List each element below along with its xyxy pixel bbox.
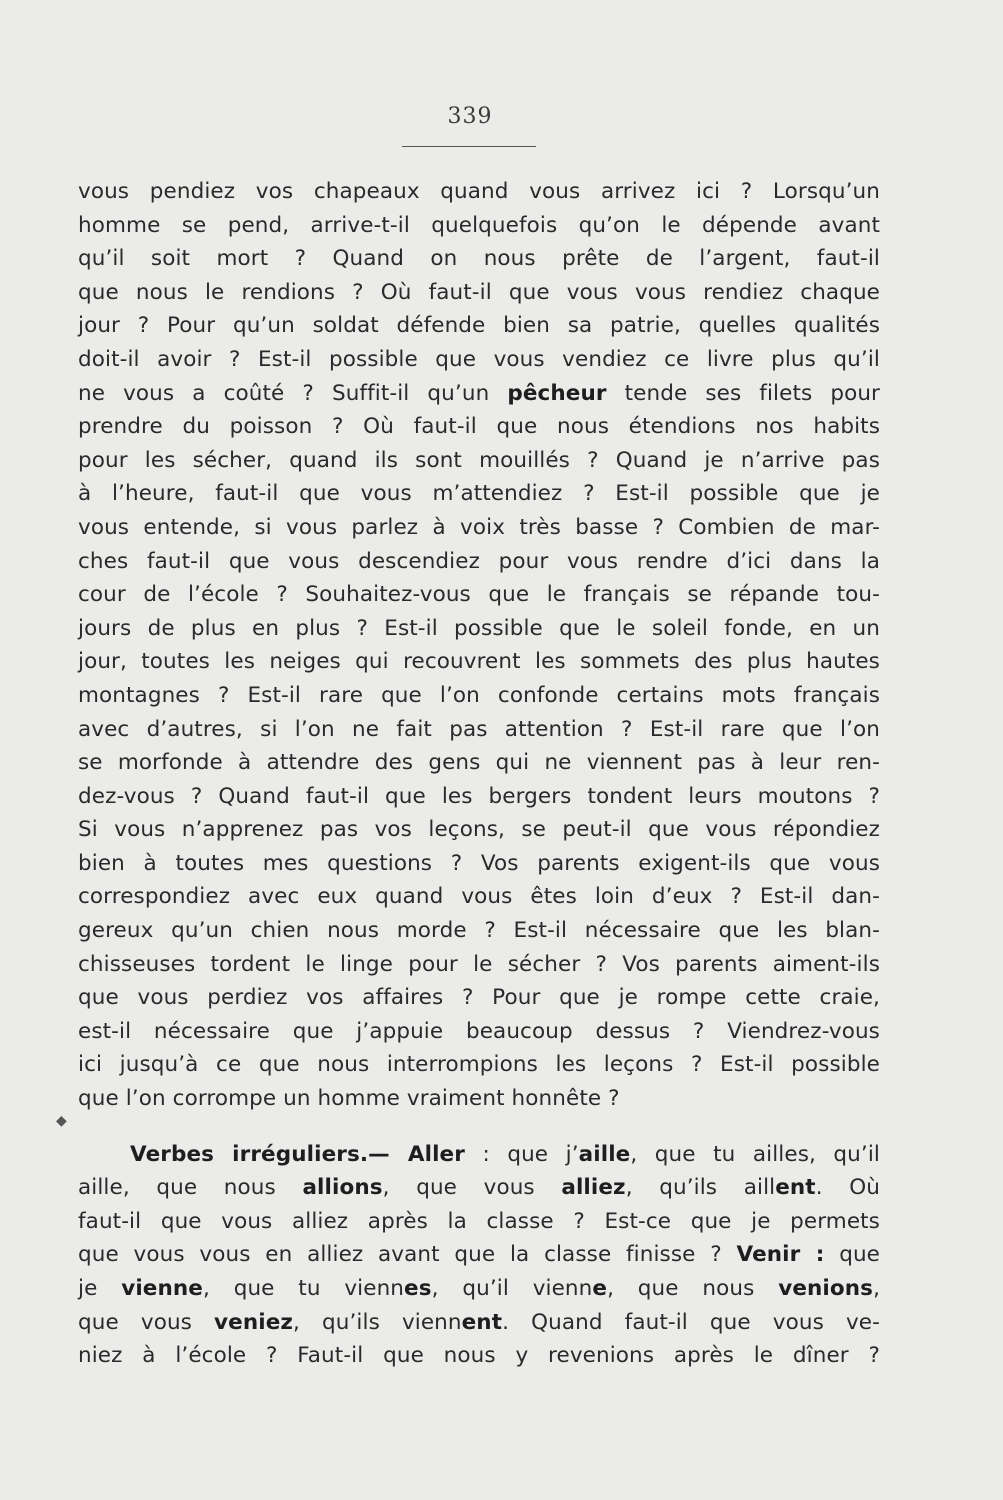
text-run: , — [873, 1276, 880, 1301]
bold-term: Venir : — [736, 1242, 825, 1268]
text-run: que — [824, 1242, 881, 1268]
text-line: que l’on corrompe un homme vraiment honnête ? — [78, 1086, 620, 1112]
bold-term: es — [404, 1276, 432, 1301]
text-line: niez à l’école ? Faut-il que nous y revenions après le dîner ? — [78, 1343, 880, 1369]
paragraph-exercise-questions — [78, 175, 880, 1116]
text-line: faut-il que vous alliez après la classe ? Est-ce que je permets — [78, 1208, 880, 1234]
text-line: jour ? Pour qu’un soldat défende bien sa patrie, quelles qualités — [78, 313, 880, 339]
bold-term: vienne — [121, 1276, 203, 1301]
bold-term: allions — [302, 1175, 383, 1201]
text-run: ne vous a coûté ? Suffit-il qu’un — [78, 380, 508, 406]
text-run: que vous vous en alliez avant que la classe finisse ? — [78, 1242, 737, 1268]
text-line: se morfonde à attendre des gens qui ne viennent pas à leur ren- — [78, 750, 880, 776]
text-run: : que j’ — [464, 1141, 579, 1167]
text-line — [78, 1138, 880, 1172]
text-run: , que nous — [607, 1276, 779, 1301]
text-line: jour, toutes les neiges qui recouvrent les sommets des plus hautes — [78, 649, 880, 675]
page-number-rule — [402, 146, 536, 147]
text-run: , que tu ailles, qu’il — [630, 1141, 880, 1167]
text-line — [78, 1238, 880, 1272]
bold-term: ent — [461, 1309, 503, 1335]
text-line — [78, 377, 880, 411]
text-line: montagnes ? Est-il rare que l’on confonde certains mots français — [78, 682, 880, 708]
text-run: , qu’il vienn — [431, 1276, 593, 1301]
text-line: que nous le rendions ? Où faut-il que vous vous rendiez chaque — [78, 279, 880, 305]
bold-term: alliez — [561, 1175, 626, 1201]
text-line: jours de plus en plus ? Est-il possible que le soleil fonde, en un — [78, 615, 880, 641]
text-line: avec d’autres, si l’on ne fait pas attention ? Est-il rare que l’on — [78, 716, 880, 742]
text-line: bien à toutes mes questions ? Vos parents exigent-ils que vous — [78, 850, 880, 876]
bold-term: venions — [778, 1276, 874, 1301]
text-line: dez-vous ? Quand faut-il que les bergers tondent leurs moutons ? — [78, 783, 880, 809]
text-line: homme se pend, arrive-t-il quelquefois qu’on le dépende avant — [78, 212, 880, 238]
text-run: . Où — [815, 1175, 880, 1201]
section-heading: Verbes irréguliers.— Aller — [130, 1141, 465, 1167]
text-run: tende ses filets pour — [606, 380, 880, 406]
text-line — [78, 1306, 880, 1340]
text-line: cour de l’école ? Souhaitez-vous que le français se répande tou- — [78, 582, 880, 608]
text-run: , qu’ils aill — [625, 1175, 776, 1201]
text-line: Si vous n’apprenez pas vos leçons, se peut-il que vous répondiez — [78, 817, 880, 843]
text-line: est-il nécessaire que j’appuie beaucoup dessus ? Viendrez-vous — [78, 1018, 880, 1044]
text-run: que vous — [78, 1309, 215, 1335]
page-number: 339 — [447, 104, 493, 129]
margin-mark: ◆ — [56, 1113, 67, 1129]
text-line: ches faut-il que vous descendiez pour vous rendre d’ici dans la — [78, 548, 880, 574]
text-run: , qu’ils vienn — [293, 1309, 462, 1335]
text-run: , que vous — [382, 1175, 562, 1201]
text-line: que vous perdiez vos affaires ? Pour que je rompe cette craie, — [78, 985, 880, 1011]
text-line: à l’heure, faut-il que vous m’attendiez ? Est-il possible que je — [78, 481, 880, 507]
text-line: prendre du poisson ? Où faut-il que nous étendions nos habits — [78, 414, 880, 440]
text-line: gereux qu’un chien nous morde ? Est-il nécessaire que les blan- — [78, 918, 880, 944]
text-line: pour les sécher, quand ils sont mouillés ? Quand je n’arrive pas — [78, 447, 880, 473]
text-run: je — [78, 1276, 122, 1301]
text-line — [78, 1272, 880, 1306]
text-line: doit-il avoir ? Est-il possible que vous vendiez ce livre plus qu’il — [78, 346, 880, 372]
bold-term-pecheur: pêcheur — [507, 380, 607, 406]
text-line: chisseuses tordent le linge pour le sécher ? Vos parents aiment-ils — [78, 951, 880, 977]
text-line: vous pendiez vos chapeaux quand vous arrivez ici ? Lorsqu’un — [78, 179, 880, 204]
paragraph-irregular-verbs — [78, 1138, 880, 1373]
text-line: qu’il soit mort ? Quand on nous prête de l’argent, faut-il — [78, 246, 880, 272]
paragraph-gap — [78, 1116, 880, 1138]
body-text — [78, 175, 880, 1373]
text-run: . Quand faut-il que vous ve- — [502, 1309, 880, 1335]
bold-term: veniez — [214, 1309, 294, 1335]
text-line: ici jusqu’à ce que nous interrompions les leçons ? Est-il possible — [78, 1052, 880, 1078]
bold-term: e — [592, 1276, 608, 1301]
text-run: , que tu vienn — [202, 1276, 405, 1301]
text-run: aille, que nous — [78, 1175, 303, 1201]
text-line: vous entende, si vous parlez à voix très basse ? Combien de mar- — [78, 514, 880, 540]
text-line — [78, 1171, 880, 1205]
text-line: correspondiez avec eux quand vous êtes loin d’eux ? Est-il dan- — [78, 884, 880, 910]
bold-term: aille — [578, 1141, 631, 1167]
bold-term: ent — [775, 1175, 816, 1201]
